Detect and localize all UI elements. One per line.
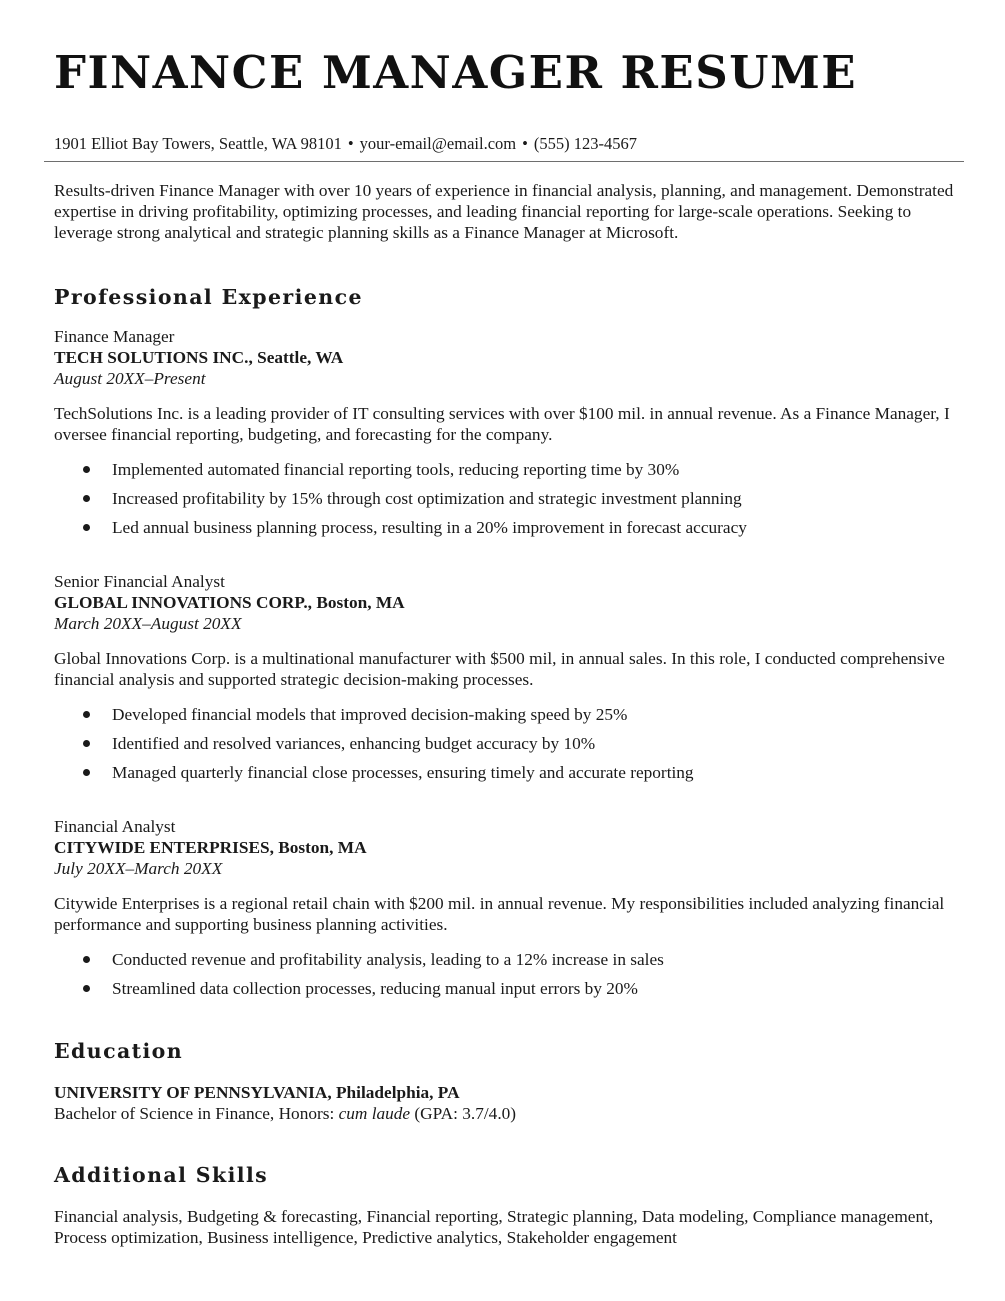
- header-divider: [44, 161, 964, 162]
- experience-heading: Professional Experience: [54, 285, 363, 309]
- bullet-icon: [83, 956, 90, 963]
- address: 1901 Elliot Bay Towers, Seattle, WA 98101: [54, 134, 342, 153]
- job-entry: [54, 326, 964, 538]
- bullet-icon: [83, 769, 90, 776]
- achievement-item: [54, 733, 964, 754]
- summary: Results-driven Finance Manager with over 10 years of experience in financial analysis, planning, and management. Demonstrated expertise in driving profitability, optimizing processes, and leading financial reporting for large-scale operations. Seeking to leverage strong analytical and strategic planning skills as a Finance Manager at Microsoft.: [54, 181, 954, 242]
- achievement-text: Streamlined data collection processes, reducing manual input errors by 20%: [112, 979, 638, 998]
- bullet-icon: [83, 466, 90, 473]
- school: UNIVERSITY OF PENNSYLVANIA, Philadelphia, PA: [54, 1083, 460, 1102]
- achievement-list: [54, 704, 964, 783]
- degree: [54, 1103, 964, 1124]
- separator-1: •: [347, 134, 354, 153]
- job-entry: [54, 816, 964, 999]
- achievement-text: Managed quarterly financial close processes, ensuring timely and accurate reporting: [112, 763, 694, 782]
- phone: (555) 123-4567: [533, 134, 637, 153]
- achievement-text: Implemented automated financial reporting tools, reducing reporting time by 30%: [112, 460, 680, 479]
- bullet-icon: [83, 495, 90, 502]
- contact-line: [54, 134, 637, 154]
- skills-list: Financial analysis, Budgeting & forecasting, Financial reporting, Strategic planning, Data modeling, Compliance management, Process optimization, Business intelligence, Predictive analytics, Stakeholder engagement: [54, 1207, 934, 1247]
- job-title: Senior Financial Analyst: [54, 572, 225, 591]
- job-description: TechSolutions Inc. is a leading provider of IT consulting services with over $100 mil. in annual revenue. As a Finance Manager, I oversee financial reporting, budgeting, and forecasting for the company.: [54, 404, 950, 444]
- resume-body: [54, 180, 964, 1248]
- job-description: Citywide Enterprises is a regional retail chain with $200 mil. in annual revenue. My responsibilities included analyzing financial performance and supporting business planning activities.: [54, 894, 945, 934]
- gpa: (GPA: 3.7/4.0): [410, 1104, 517, 1123]
- achievement-item: [54, 704, 964, 725]
- company: CITYWIDE ENTERPRISES, Boston, MA: [54, 838, 367, 857]
- achievement-text: Identified and resolved variances, enhancing budget accuracy by 10%: [112, 734, 596, 753]
- achievement-text: Led annual business planning process, resulting in a 20% improvement in forecast accuracy: [112, 518, 747, 537]
- job-title: Financial Analyst: [54, 817, 176, 836]
- company: GLOBAL INNOVATIONS CORP., Boston, MA: [54, 593, 405, 612]
- bullet-icon: [83, 711, 90, 718]
- job-title: Finance Manager: [54, 327, 175, 346]
- achievement-item: [54, 762, 964, 783]
- job-description: Global Innovations Corp. is a multinational manufacturer with $500 mil, in annual sales. In this role, I conducted comprehensive financial analysis and supported strategic decision-making processes.: [54, 649, 945, 689]
- skills-heading: Additional Skills: [54, 1163, 269, 1187]
- education-heading: Education: [54, 1039, 184, 1063]
- bullet-icon: [83, 740, 90, 747]
- job-dates: March 20XX–August 20XX: [54, 614, 242, 633]
- job-dates: August 20XX–Present: [54, 369, 206, 388]
- separator-2: •: [522, 134, 528, 153]
- achievement-item: [54, 459, 964, 480]
- achievement-text: Increased profitability by 15% through cost optimization and strategic investment planning: [112, 489, 742, 508]
- resume-title: FINANCE MANAGER RESUME: [54, 46, 858, 99]
- achievement-item: [54, 949, 964, 970]
- achievement-item: [54, 488, 964, 509]
- achievement-list: [54, 459, 964, 538]
- bullet-icon: [83, 985, 90, 992]
- job-entry: [54, 571, 964, 783]
- achievement-item: [54, 517, 964, 538]
- email: your-email@email.com: [359, 134, 517, 153]
- achievement-item: [54, 978, 964, 999]
- degree-prefix: Bachelor of Science in Finance, Honors:: [54, 1104, 339, 1123]
- job-dates: July 20XX–March 20XX: [54, 859, 223, 878]
- achievement-text: Developed financial models that improved decision-making speed by 25%: [112, 705, 628, 724]
- bullet-icon: [83, 524, 90, 531]
- achievement-text: Conducted revenue and profitability analysis, leading to a 12% increase in sales: [112, 950, 664, 969]
- achievement-list: [54, 949, 964, 999]
- company: TECH SOLUTIONS INC., Seattle, WA: [54, 348, 344, 367]
- honors: cum laude: [338, 1104, 411, 1123]
